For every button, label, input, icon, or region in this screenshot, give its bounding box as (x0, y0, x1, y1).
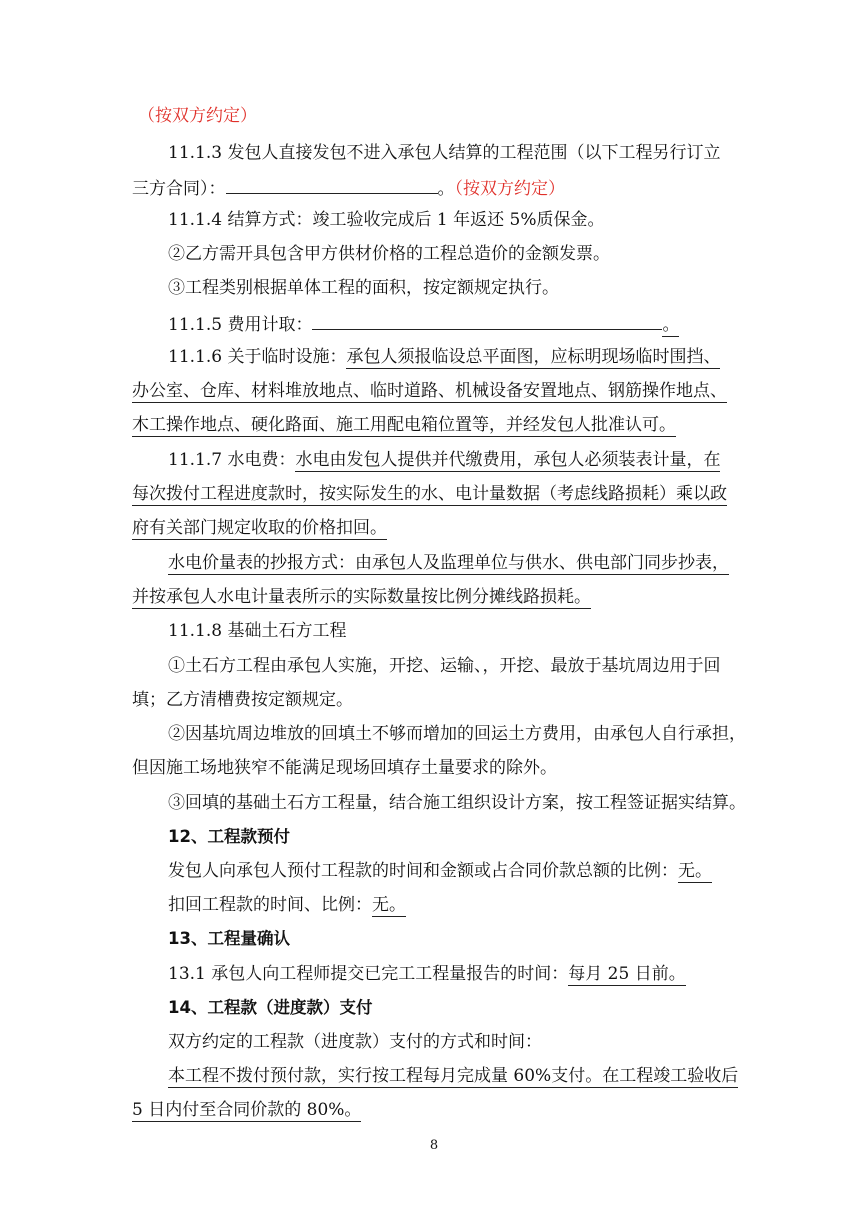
clause-11-1-7 (168, 448, 720, 472)
clause-11-1-4-item-3: ③工程类别根据单体工程的面积，按定额规定执行。 (168, 278, 559, 298)
underlined-text: 每次拨付工程进度款时，按实际发生的水、电计量数据（考虑线路损耗）乘以政 (132, 484, 727, 504)
clause-11-1-8-item-2-cont: 但因施工场地狭窄不能满足现场回填存土量要求的除外。 (132, 758, 557, 778)
text: 扣回工程款的时间、比例： (168, 895, 372, 915)
clause-13-1 (168, 962, 686, 986)
agreement-note: （按双方约定） (454, 179, 565, 199)
underlined-text: 水电由发包人提供并代缴费用，承包人必须装表计量，在 (295, 450, 721, 470)
page-number: 8 (429, 1138, 439, 1153)
underlined-text: 木工操作地点、硬化路面、施工用配电箱位置等，并经发包人批准认可。 (132, 415, 676, 435)
payment-method: 双方约定的工程款（进度款）支付的方式和时间： (168, 1032, 542, 1052)
underlined-text: 承包人须报临设总平面图，应标明现场临时围挡、 (346, 347, 721, 367)
payment-terms-cont (132, 1098, 361, 1122)
text: 11.1.6 关于临时设施： (168, 347, 347, 367)
section-heading-13: 13、工程量确认 (168, 929, 290, 948)
clause-11-1-8-item-3: ③回填的基础土石方工程量，结合施工组织设计方案，按工程签证据实结算。 (168, 793, 746, 813)
clause-11-1-7-cont (132, 516, 387, 540)
clause-11-1-5 (168, 311, 679, 337)
underlined-text: 无。 (372, 895, 406, 915)
underlined-text: 5 日内付至合同价款的 80%。 (132, 1100, 362, 1120)
clause-11-1-4: 11.1.4 结算方式：竣工验收完成后 1 年返还 5%质保金。 (168, 210, 605, 230)
clause-11-1-6-cont (132, 413, 676, 437)
text: 。 (662, 315, 680, 335)
section-heading-14: 14、工程款（进度款）支付 (168, 998, 373, 1017)
underlined-text: 办公室、仓库、材料堆放地点、临时道路、机械设备安置地点、钢筋操作地点、 (132, 381, 727, 401)
clause-11-1-8-item-1-cont: 填；乙方清槽费按定额规定。 (132, 690, 353, 710)
text: 。 (437, 179, 455, 199)
text: 发包人向承包人预付工程款的时间和金额或占合同价款总额的比例： (168, 861, 678, 881)
clause-11-1-8: 11.1.8 基础土石方工程 (168, 621, 347, 641)
agreement-note: （按双方约定） (138, 106, 257, 126)
text: 13.1 承包人向工程师提交已完工工程量报告的时间： (168, 964, 569, 984)
prepayment-ratio (168, 859, 712, 883)
underlined-text: 并按承包人水电计量表所示的实际数量按比例分摊线路损耗。 (132, 587, 591, 607)
deduction-ratio (168, 893, 406, 917)
text: 11.1.5 费用计取： (168, 315, 313, 335)
section-heading-12: 12、工程款预付 (168, 827, 290, 846)
underlined-text: 无。 (678, 861, 712, 881)
clause-11-1-7-cont (132, 482, 727, 506)
clause-11-1-6 (168, 345, 720, 369)
underlined-text: 府有关部门规定收取的价格扣回。 (132, 518, 387, 538)
meter-reading (168, 551, 729, 575)
clause-11-1-3: 11.1.3 发包人直接发包不进入承包人结算的工程范围（以下工程另行订立 (168, 143, 721, 163)
text: 11.1.7 水电费： (168, 450, 296, 470)
text: 三方合同）： (132, 179, 226, 199)
underlined-text: 水电价量表的抄报方式：由承包人及监理单位与供水、供电部门同步抄表， (168, 553, 729, 573)
underlined-text: 本工程不拨付预付款，实行按工程每月完成量 60%支付。在工程竣工验收后 (168, 1066, 739, 1086)
fill-blank (226, 175, 438, 194)
payment-terms (168, 1064, 738, 1088)
fill-blank (312, 311, 662, 330)
clause-11-1-8-item-2: ②因基坑周边堆放的回填土不够而增加的回运土方费用，由承包人自行承担， (168, 724, 746, 744)
clause-11-1-8-item-1: ①土石方工程由承包人实施，开挖、运输、，开挖、最放于基坑周边用于回 (168, 656, 721, 676)
clause-11-1-4-item-2: ②乙方需开具包含甲方供材价格的工程总造价的金额发票。 (168, 244, 610, 264)
meter-reading-cont (132, 585, 591, 609)
clause-11-1-3-cont (132, 175, 565, 201)
underlined-text: 每月 25 日前。 (568, 964, 686, 984)
clause-11-1-6-cont (132, 379, 727, 403)
